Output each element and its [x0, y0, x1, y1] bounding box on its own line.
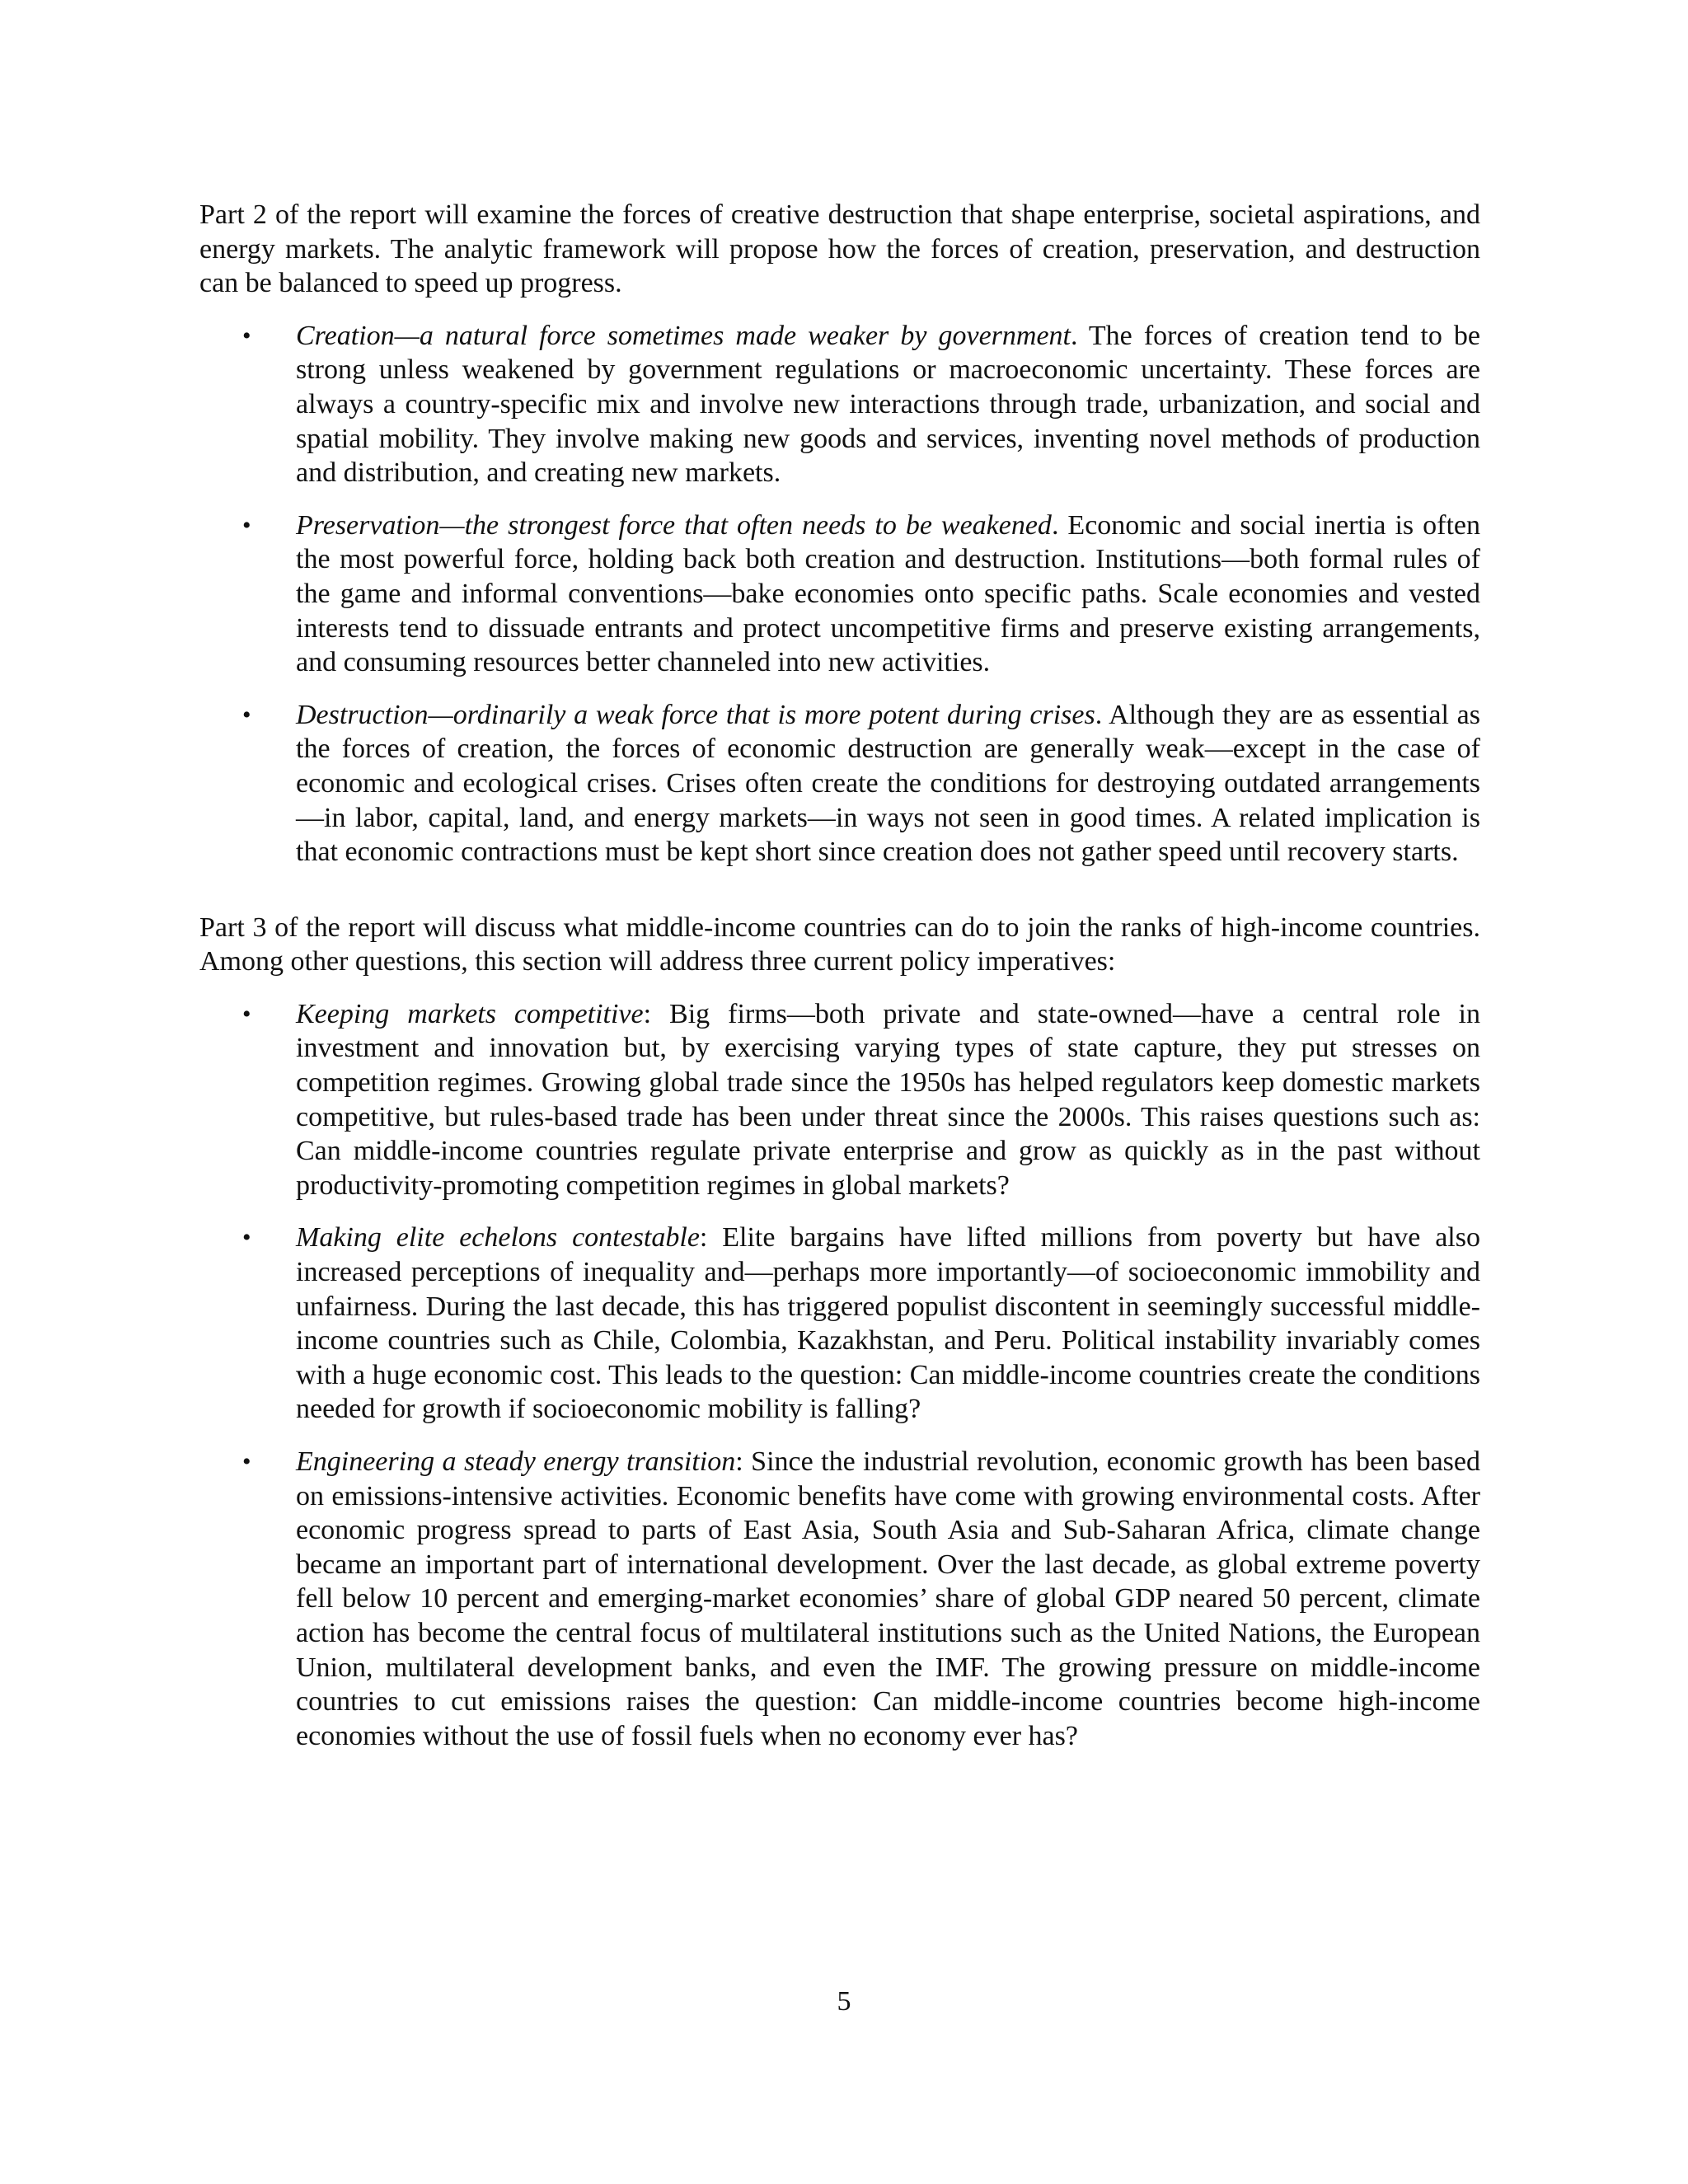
bullet-lead: Destruction—ordinarily a weak force that is more potent during crises: [296, 699, 1095, 730]
bullet-icon: •: [242, 1224, 251, 1252]
bullet-text: . The forces of creation tend to be strong unless weakened by government regulations or macroeconomic uncertainty. These forces are always a country-specific mix and involve new interactions through trade, urbanization, and social and spatial mobility. They involve making new goods and services, inventing novel methods of production and distribution, and creating new markets.: [296, 320, 1480, 489]
list-item: [199, 997, 1480, 1203]
page-number: 5: [837, 1986, 851, 2017]
bullet-lead: Creation—a natural force sometimes made weaker by government: [296, 320, 1071, 351]
list-item: [199, 1445, 1480, 1753]
bullet-text: . Economic and social inertia is often the most powerful force, holding back both creation and destruction. Institutions—both formal rules of the game and informal conventions—bake economies onto specific paths. Scale economies and vested interests tend to dissuade entrants and protect uncompetitive firms and preserve existing arrangements, and consuming resources better channeled into new activities.: [296, 509, 1480, 678]
bullet-icon: •: [242, 511, 251, 539]
bullet-text: . Although they are as essential as the forces of creation, the forces of economic destruction are generally weak—except in the case of economic and ecological crises. Crises often create the conditions for destroying outdated arrangements—in labor, capital, land, and energy markets—in ways not seen in good times. A related implication is that economic contractions must be kept short since creation does not gather speed until recovery starts.: [296, 699, 1480, 868]
bullet-lead: Engineering a steady energy transition: [296, 1446, 736, 1477]
bullet-lead: Keeping markets competitive: [296, 998, 644, 1029]
part2-bullet-list: [199, 319, 1480, 869]
list-item: [199, 698, 1480, 869]
list-item: [199, 509, 1480, 680]
list-item: [199, 319, 1480, 490]
bullet-text: : Since the industrial revolution, economic growth has been based on emissions-intensive activities. Economic benefits have come with growing environmental costs. After economic progress spread to parts of East Asia, South Asia and Sub-Saharan Africa, climate change became an important part of international development. Over the last decade, as global extreme poverty fell below 10 percent and emerging-market economies’ share of global GDP neared 50 percent, climate action has become the central focus of multilateral institutions such as the United Nations, the European Union, multilateral development banks, and even the IMF. The growing pressure on middle-income countries to cut emissions raises the question: Can middle-income countries become high-income economies without the use of fossil fuels when no economy ever has?: [296, 1446, 1480, 1751]
part3-bullet-list: [199, 997, 1480, 1753]
bullet-icon: •: [242, 321, 251, 349]
bullet-lead: Preservation—the strongest force that often needs to be weakened: [296, 509, 1052, 541]
bullet-icon: •: [242, 1000, 251, 1028]
list-item: [199, 1221, 1480, 1427]
bullet-text: : Big firms—both private and state-owned—have a central role in investment and innovation but, by exercising varying types of state capture, they put stresses on competition regimes. Growing global trade since the 1950s has helped regulators keep domestic markets competitive, but rules-based trade has been under threat since the 2000s. This raises questions such as: Can middle-income countries regulate private enterprise and grow as quickly as in the past without productivity-promoting competition regimes in global markets?: [296, 998, 1480, 1201]
bullet-icon: •: [242, 701, 251, 729]
bullet-text: : Elite bargains have lifted millions from poverty but have also increased perceptions of inequality and—perhaps more importantly—of socioeconomic immobility and unfairness. During the last decade, this has triggered populist discontent in seemingly successful middle-income countries such as Chile, Colombia, Kazakhstan, and Peru. Political instability invariably comes with a huge economic cost. This leads to the question: Can middle-income countries create the conditions needed for growth if socioeconomic mobility is falling?: [296, 1222, 1480, 1425]
part3-intro: Part 3 of the report will discuss what middle-income countries can do to join the ranks of high-income countries. Among other questions, this section will address three current policy imperatives:: [199, 912, 1480, 977]
bullet-lead: Making elite echelons contestable: [296, 1222, 700, 1254]
bullet-icon: •: [242, 1448, 251, 1475]
page-body: [199, 198, 1480, 1771]
part2-intro: Part 2 of the report will examine the forces of creative destruction that shape enterprise, societal aspirations, and energy markets. The analytic framework will propose how the forces of creation, preservation, and destruction can be balanced to speed up progress.: [199, 199, 1480, 299]
